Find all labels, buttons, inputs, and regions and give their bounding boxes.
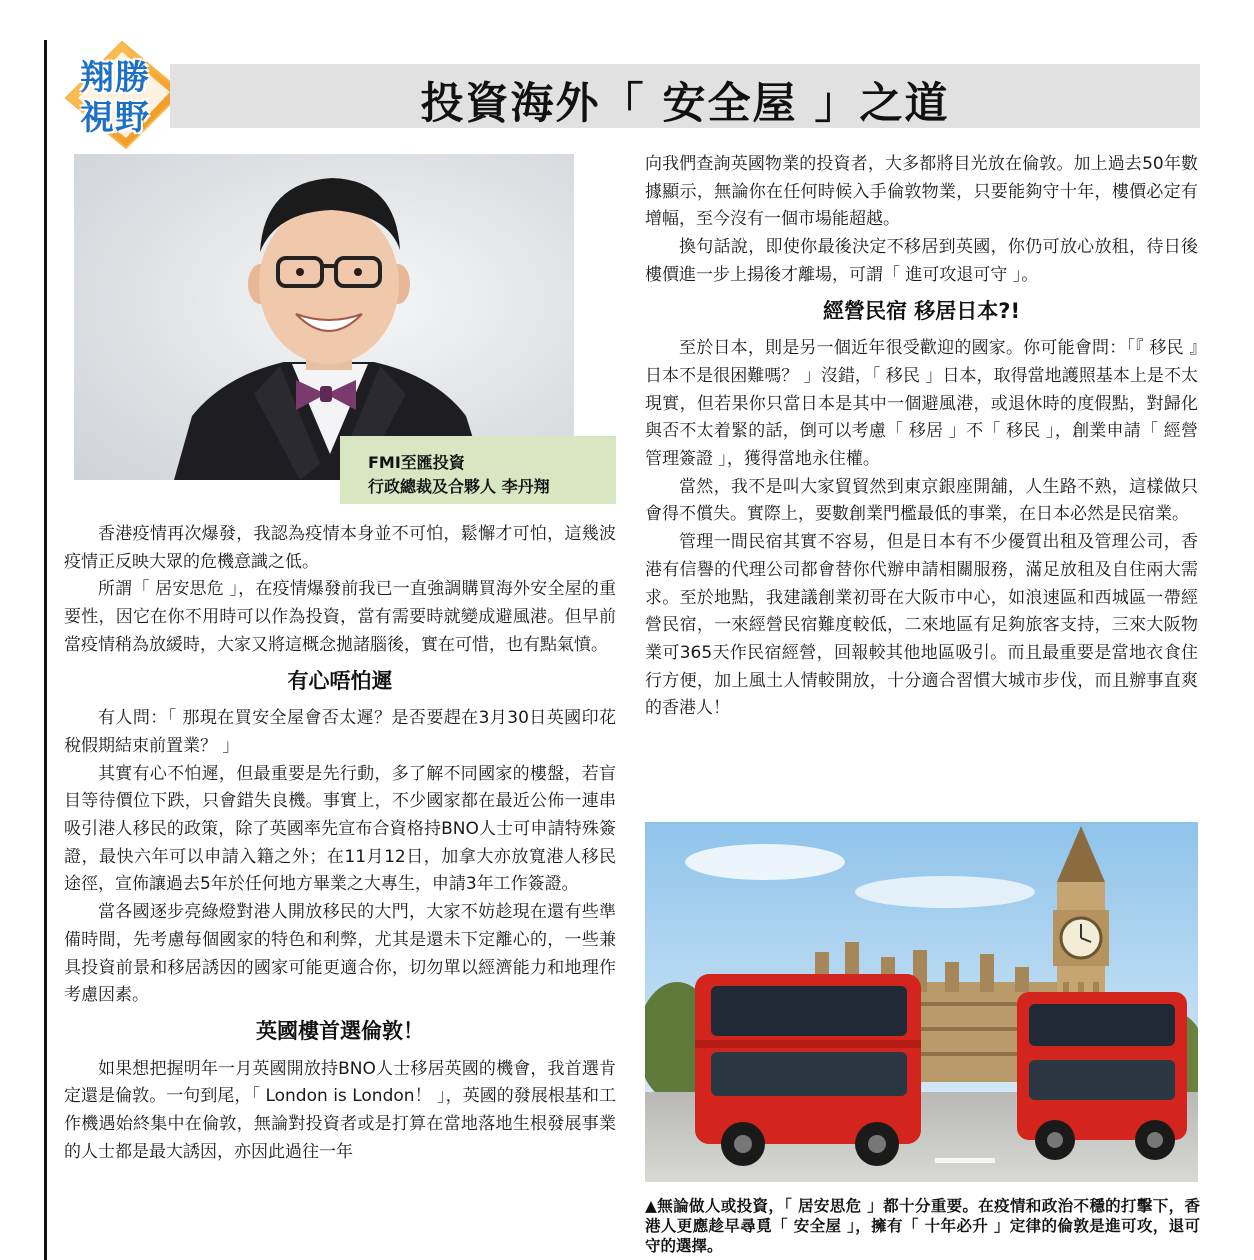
subheading: 英國樓首選倫敦！ [256,1018,424,1043]
paragraph: 管理一間民宿其實不容易，但是日本有不少優質出租及管理公司，香港有信譽的代理公司都會替你代辦申請相關服務，滿足放租及自住兩大需求。至於地點，我建議創業初哥在大阪市中心，如浪速區和西城區一帶經營民宿，一來經營民宿難度較低，二來地區有足夠旅客支持，三來大阪物業可365天作民宿經營，回報較其他地區吸引。而且最重要是當地衣食住行方便，加上風土人情較開放，十分適合習慣大城市步伐，而且辦事直爽的香港人！ [645,532,1198,719]
london-bus-illustration [645,822,1198,1182]
paragraph: 有人問：「 那現在買安全屋會否太遲？是否要趕在3月30日英國印花稅假期結束前置業？ 」 [64,708,616,756]
subheading: 有心唔怕遲 [287,668,393,693]
paragraph: 至於日本，則是另一個近年很受歡迎的國家。你可能會問：「『 移民 』日本不是很困難嗎？ 」沒錯，「 移民 」日本，取得當地護照基本上是不太現實，但若果你只當日本是其中一個避風港，或退休時的度假點，對歸化與否不太着緊的話，倒可以考慮「 移居 」不「 移民 」，創業申請「 經營管理簽證 」，獲得當地永住權。 [645,338,1198,470]
headline-bar [170,64,1200,128]
paragraph: 換句話說，即使你最後決定不移居到英國，你仍可放心放租，待日後樓價進一步上揚後才離場，可謂「 進可攻退可守 」。 [645,237,1198,285]
article-right-column [645,151,1198,723]
subheading: 經營民宿 移居日本?! [822,298,1021,323]
paragraph: 香港疫情再次爆發，我認為疫情本身並不可怕，鬆懈才可怕，這幾波疫情正反映大眾的危機意識之低。 [64,524,616,572]
paragraph-continued: 向我們查詢英國物業的投資者，大多都將目光放在倫敦。加上過去50年數據顯示，無論你在任何時候入手倫敦物業，只要能夠守十年，樓價必定有增幅，至今沒有一個市場能超越。 [645,154,1198,230]
column-logo [62,40,186,150]
author-company: FMI至匯投資 [368,453,465,472]
paragraph: 當各國逐步亮綠燈對港人開放移民的大門，大家不妨趁現在還有些準備時間，先考慮每個國家的特色和利弊，尤其是還未下定離心的，一些兼具投資前景和移居誘因的國家可能更適合你，切勿單以經濟能力和地理作考慮因素。 [64,902,616,1006]
portrait-illustration [74,154,574,480]
author-caption [340,436,616,504]
author-portrait [74,154,574,480]
london-photo [645,822,1198,1182]
paragraph: 當然，我不是叫大家貿貿然到東京銀座開舖，人生路不熟，這樣做只會得不償失。實際上，要數創業門檻最低的事業，在日本必然是民宿業。 [645,476,1198,525]
logo-line-2: 視野 [80,98,150,138]
photo-caption: ▲無論做人或投資，「 居安思危 」都十分重要。在疫情和政治不穩的打擊下，香港人更應趁早尋覓「 安全屋 」，擁有「 十年必升 」定律的倫敦是進可攻，退可守的選擇。 [645,1197,1200,1255]
paragraph: 所謂「 居安思危 」，在疫情爆發前我已一直強調購買海外安全屋的重要性，因它在你不用時可以作為投資，當有需要時就變成避風港。但早前當疫情稍為放緩時，大家又將這概念拋諸腦後，實在可惜，也有點氣憤。 [64,579,616,655]
article-left-column [64,521,616,1166]
author-title: 行政總裁及合夥人 李丹翔 [368,477,550,496]
paragraph: 其實有心不怕遲，但最重要是先行動，多了解不同國家的樓盤，若盲目等待價位下跌，只會錯失良機。事實上，不少國家都在最近公佈一連串吸引港人移民的政策，除了英國率先宣布合資格持BNO人士可申請特殊簽證，最快六年可以申請入籍之外；在11月12日，加拿大亦放寬港人移民途徑，宣佈讓過去5年於任何地方畢業之大專生，申請3年工作簽證。 [64,763,616,895]
headline: 投資海外「 安全屋 」之道 [420,79,950,129]
left-margin-rule [44,40,47,1260]
logo-line-1: 翔勝 [80,58,150,98]
paragraph: 如果想把握明年一月英國開放持BNO人士移居英國的機會，我首選肯定還是倫敦。一句到尾，「 London is London！ 」，英國的發展根基和工作機遇始終集中在倫敦，無論對投資者或是打算在當地落地生根發展事業的人士都是最大誘因，亦因此過往一年 [64,1058,616,1162]
